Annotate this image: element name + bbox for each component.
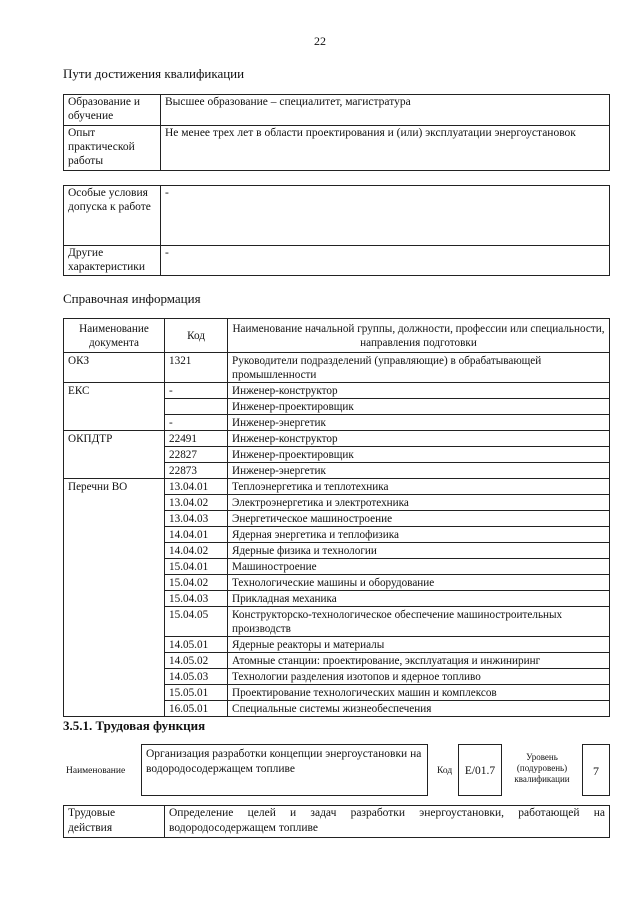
- code-cell: 22873: [165, 463, 228, 479]
- row-value: -: [161, 246, 610, 276]
- table-row: [64, 637, 610, 653]
- qualification-paths-table: [63, 94, 610, 171]
- document-cell: [64, 543, 165, 559]
- name-cell: Инженер-энергетик: [228, 463, 610, 479]
- name-cell: Ядерная энергетика и теплофизика: [228, 527, 610, 543]
- name-cell: Электроэнергетика и электротехника: [228, 495, 610, 511]
- table-row: [64, 431, 610, 447]
- name-cell: Инженер-конструктор: [228, 383, 610, 399]
- name-cell: Атомные станции: проектирование, эксплуатация и инжиниринг: [228, 653, 610, 669]
- name-cell: Ядерные физика и технологии: [228, 543, 610, 559]
- document-cell: [64, 591, 165, 607]
- document-cell: [64, 511, 165, 527]
- code-cell: 13.04.01: [165, 479, 228, 495]
- table-row: [64, 186, 610, 246]
- table-row: [64, 806, 610, 838]
- name-cell: Проектирование технологических машин и комплексов: [228, 685, 610, 701]
- code-value: E/01.7: [464, 765, 496, 777]
- code-cell: -: [165, 415, 228, 431]
- table-row: [64, 527, 610, 543]
- code-cell: 1321: [165, 353, 228, 383]
- document-cell: [64, 653, 165, 669]
- code-cell: 14.05.02: [165, 653, 228, 669]
- row-label: Опыт практической работы: [64, 126, 161, 171]
- name-cell: Машиностроение: [228, 559, 610, 575]
- document-cell: [64, 669, 165, 685]
- table-row: [64, 383, 610, 399]
- document-cell: [64, 701, 165, 717]
- code-cell: 14.05.01: [165, 637, 228, 653]
- code-cell: 14.04.02: [165, 543, 228, 559]
- labor-actions-label: Трудовые действия: [64, 806, 165, 838]
- document-cell: Перечни ВО: [64, 479, 165, 495]
- table-row: [64, 607, 610, 637]
- table-row: [64, 591, 610, 607]
- reference-heading: Справочная информация: [63, 291, 201, 306]
- table-row: [64, 353, 610, 383]
- name-cell: Конструкторско-технологическое обеспечение машиностроительных производств: [228, 607, 610, 637]
- document-cell: [64, 495, 165, 511]
- name-cell: Инженер-конструктор: [228, 431, 610, 447]
- code-cell: 22827: [165, 447, 228, 463]
- document-cell: ОКЗ: [64, 353, 165, 383]
- table-header-row: [64, 319, 610, 353]
- name-cell: Инженер-проектировщик: [228, 447, 610, 463]
- code-cell: 15.05.01: [165, 685, 228, 701]
- code-cell: 14.04.01: [165, 527, 228, 543]
- function-name-value: Организация разработки концепции энергоустановки на водородосодержащем топливе: [146, 748, 422, 775]
- code-cell: [165, 399, 228, 415]
- table-row: [64, 685, 610, 701]
- header-document: Наименование документа: [64, 319, 165, 353]
- document-cell: [64, 527, 165, 543]
- code-cell: -: [165, 383, 228, 399]
- table-row: [64, 95, 610, 126]
- code-box: [458, 744, 502, 796]
- labor-actions-table: [63, 805, 610, 838]
- code-cell: 15.04.01: [165, 559, 228, 575]
- name-cell: Теплоэнергетика и теплотехника: [228, 479, 610, 495]
- name-cell: Энергетическое машиностроение: [228, 511, 610, 527]
- name-cell: Технологии разделения изотопов и ядерное топливо: [228, 669, 610, 685]
- table-row: [64, 463, 610, 479]
- table-row: [64, 559, 610, 575]
- document-cell: [64, 575, 165, 591]
- name-cell: Инженер-энергетик: [228, 415, 610, 431]
- document-cell: [64, 399, 165, 415]
- row-value: Высшее образование – специалитет, магистратура: [161, 95, 610, 126]
- header-code: Код: [165, 319, 228, 353]
- table-row: [64, 543, 610, 559]
- table-row: [64, 511, 610, 527]
- table-row: [64, 669, 610, 685]
- level-box: [582, 744, 610, 796]
- code-cell: 15.04.05: [165, 607, 228, 637]
- document-cell: ЕКС: [64, 383, 165, 399]
- name-cell: Руководители подразделений (управляющие) в обрабатывающей промышленности: [228, 353, 610, 383]
- table-row: [64, 701, 610, 717]
- row-label: Другие характеристики: [64, 246, 161, 276]
- row-value: -: [161, 186, 610, 246]
- table-row: [64, 479, 610, 495]
- document-cell: ОКПДТР: [64, 431, 165, 447]
- row-label: Образование и обучение: [64, 95, 161, 126]
- document-cell: [64, 685, 165, 701]
- name-cell: Прикладная механика: [228, 591, 610, 607]
- row-value: Не менее трех лет в области проектирования и (или) эксплуатации энергоустановок: [161, 126, 610, 171]
- document-cell: [64, 559, 165, 575]
- row-label: Особые условия допуска к работе: [64, 186, 161, 246]
- page-number: 22: [314, 34, 326, 48]
- name-cell: Ядерные реакторы и материалы: [228, 637, 610, 653]
- code-cell: 15.04.02: [165, 575, 228, 591]
- labor-function-heading: 3.5.1. Трудовая функция: [63, 718, 206, 733]
- name-cell: Инженер-проектировщик: [228, 399, 610, 415]
- code-cell: 14.05.03: [165, 669, 228, 685]
- code-cell: 16.05.01: [165, 701, 228, 717]
- table-row: [64, 495, 610, 511]
- reference-table: [63, 318, 610, 717]
- name-label: Наименование: [66, 766, 126, 776]
- code-cell: 13.04.03: [165, 511, 228, 527]
- document-cell: [64, 463, 165, 479]
- table-row: [64, 246, 610, 276]
- table-row: [64, 653, 610, 669]
- document-cell: [64, 607, 165, 637]
- table-row: [64, 575, 610, 591]
- table-row: [64, 415, 610, 431]
- table-row: [64, 447, 610, 463]
- table-row: [64, 126, 610, 171]
- document-cell: [64, 447, 165, 463]
- table-row: [64, 399, 610, 415]
- code-cell: 13.04.02: [165, 495, 228, 511]
- document-cell: [64, 637, 165, 653]
- labor-actions-value: Определение целей и задач разработки энергоустановки, работающей на водородосодержащем топливе: [165, 806, 610, 838]
- document-cell: [64, 415, 165, 431]
- name-cell: Технологические машины и оборудование: [228, 575, 610, 591]
- level-value: 7: [593, 764, 599, 778]
- header-name: Наименование начальной группы, должности, профессии или специальности, направления подготовки: [228, 319, 610, 353]
- conditions-table: [63, 185, 610, 276]
- level-label: Уровень (подуровень) квалификации: [514, 752, 570, 784]
- code-cell: 22491: [165, 431, 228, 447]
- name-cell: Специальные системы жизнеобеспечения: [228, 701, 610, 717]
- code-cell: 15.04.03: [165, 591, 228, 607]
- function-name-box: [141, 744, 428, 796]
- qualification-paths-heading: Пути достижения квалификации: [63, 66, 245, 81]
- code-label: Код: [437, 766, 453, 776]
